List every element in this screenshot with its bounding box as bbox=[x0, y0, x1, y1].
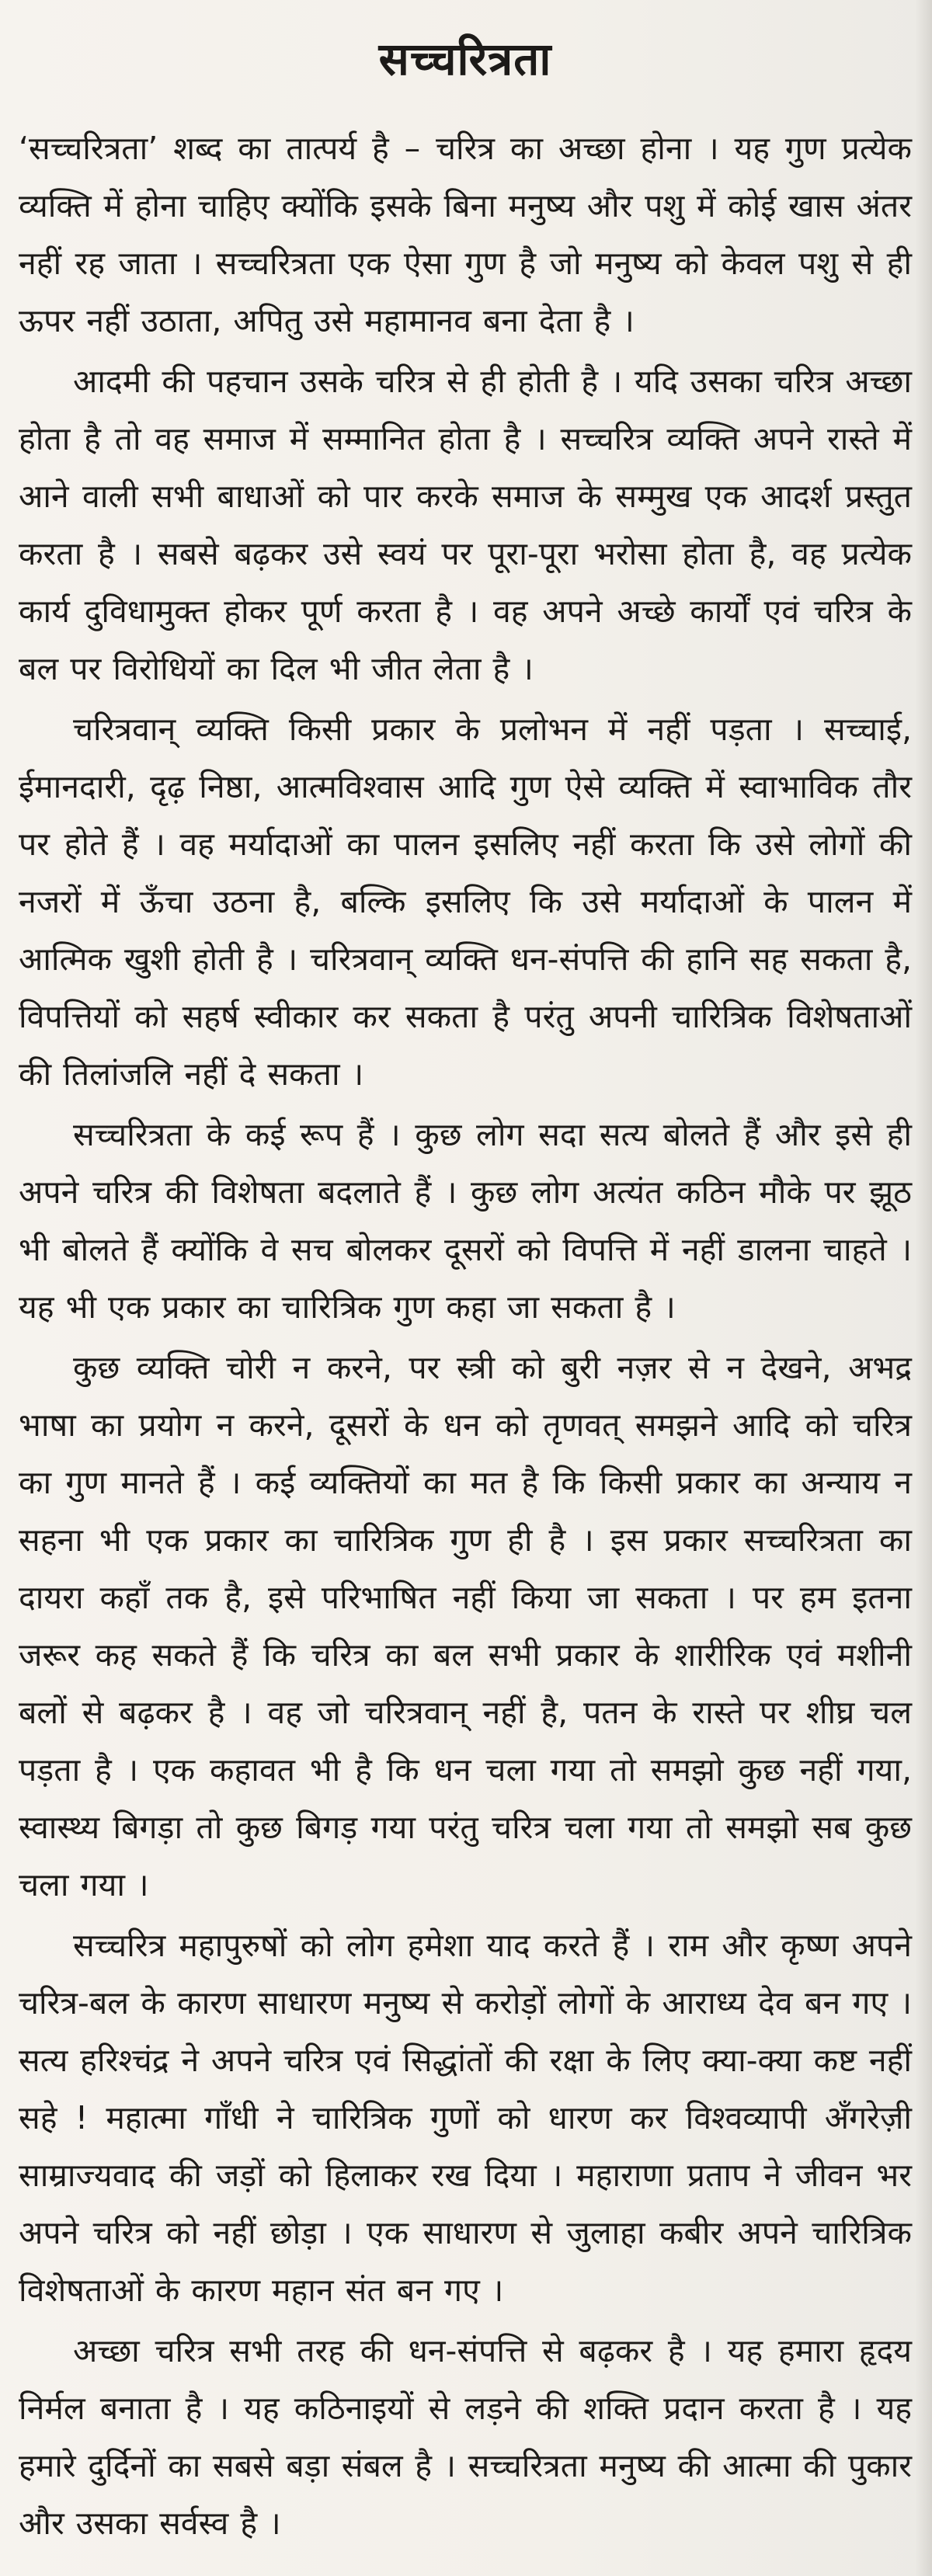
paragraph-6: सच्चरित्र महापुरुषों को लोग हमेशा याद करते हैं । राम और कृष्ण अपने चरित्र-बल के कारण साधारण मनुष्य से करोड़ों लोगों के आराध्य देव बन गए । सत्य हरिश्चंद्र ने अपने चरित्र एवं सिद्धांतों की रक्षा के लिए क्या-क्या कष्ट नहीं सहे ! महात्मा गाँधी ने चारित्रिक गुणों को धारण कर विश्वव्यापी अँगरेज़ी साम्राज्यवाद की जड़ों को हिलाकर रख दिया । महाराणा प्रताप ने जीवन भर अपने चरित्र को नहीं छोड़ा । एक साधारण से जुलाहा कबीर अपने चारित्रिक विशेषताओं के कारण महान संत बन गए । bbox=[19, 1927, 912, 2309]
paragraph-3: चरित्रवान् व्यक्ति किसी प्रकार के प्रलोभन में नहीं पड़ता । सच्चाई, ईमानदारी, दृढ़ निष्ठा, आत्मविश्वास आदि गुण ऐसे व्यक्ति में स्वाभाविक तौर पर होते हैं । वह मर्यादाओं का पालन इसलिए नहीं करता कि उसे लोगों की नजरों में ऊँचा उठना है, बल्कि इसलिए कि उसे मर्यादाओं के पालन में आत्मिक खुशी होती है । चरित्रवान् व्यक्ति धन-संपत्ति की हानि सह सकता है, विपत्तियों को सहर्ष स्वीकार कर सकता है परंतु अपनी चारित्रिक विशेषताओं की तिलांजलि नहीं दे सकता । bbox=[19, 711, 912, 1093]
paragraph-2: आदमी की पहचान उसके चरित्र से ही होती है । यदि उसका चरित्र अच्छा होता है तो वह समाज में सम्मानित होता है । सच्चरित्र व्यक्ति अपने रास्ते में आने वाली सभी बाधाओं को पार करके समाज के सम्मुख एक आदर्श प्रस्तुत करता है । सबसे बढ़कर उसे स्वयं पर पूरा-पूरा भरोसा होता है, वह प्रत्येक कार्य दुविधामुक्त होकर पूर्ण करता है । वह अपने अच्छे कार्यों एवं चरित्र के बल पर विरोधियों का दिल भी जीत लेता है । bbox=[19, 363, 912, 687]
paragraph-7: अच्छा चरित्र सभी तरह की धन-संपत्ति से बढ़कर है । यह हमारा हृदय निर्मल बनाता है । यह कठिनाइयों से लड़ने की शक्ति प्रदान करता है । यह हमारे दुर्दिनों का सबसे बड़ा संबल है । सच्चरित्रता मनुष्य की आत्मा की पुकार और उसका सर्वस्व है । bbox=[19, 2332, 912, 2542]
paragraph-5: कुछ व्यक्ति चोरी न करने, पर स्त्री को बुरी नज़र से न देखने, अभद्र भाषा का प्रयोग न करने, दूसरों के धन को तृणवत् समझने आदि को चरित्र का गुण मानते हैं । कई व्यक्तियों का मत है कि किसी प्रकार का अन्याय न सहना भी एक प्रकार का चारित्रिक गुण ही है । इस प्रकार सच्चरित्रता का दायरा कहाँ तक है, इसे परिभाषित नहीं किया जा सकता । पर हम इतना जरूर कह सकते हैं कि चरित्र का बल सभी प्रकार के शारीरिक एवं मशीनी बलों से बढ़कर है । वह जो चरित्रवान् नहीं है, पतन के रास्ते पर शीघ्र चल पड़ता है । एक कहावत भी है कि धन चला गया तो समझो कुछ नहीं गया, स्वास्थ्य बिगड़ा तो कुछ बिगड़ गया परंतु चरित्र चला गया तो समझो सब कुछ चला गया । bbox=[19, 1349, 912, 1903]
paragraph-4: सच्चरित्रता के कई रूप हैं । कुछ लोग सदा सत्य बोलते हैं और इसे ही अपने चरित्र की विशेषता बदलाते हैं । कुछ लोग अत्यंत कठिन मौके पर झूठ भी बोलते हैं क्योंकि वे सच बोलकर दूसरों को विपत्ति में नहीं डालना चाहते । यह भी एक प्रकार का चारित्रिक गुण कहा जा सकता है । bbox=[19, 1116, 912, 1326]
page-edge-shadow bbox=[915, 0, 932, 2576]
page-title: सच्चरित्रता bbox=[378, 33, 552, 85]
paragraph-1: ‘सच्चरित्रता’ शब्द का तात्पर्य है – चरित्र का अच्छा होना । यह गुण प्रत्येक व्यक्ति में होना चाहिए क्योंकि इसके बिना मनुष्य और पशु में कोई खास अंतर नहीं रह जाता । सच्चरित्रता एक ऐसा गुण है जो मनुष्य को केवल पशु से ही ऊपर नहीं उठाता, अपितु उसे महामानव बना देता है । bbox=[19, 130, 912, 339]
